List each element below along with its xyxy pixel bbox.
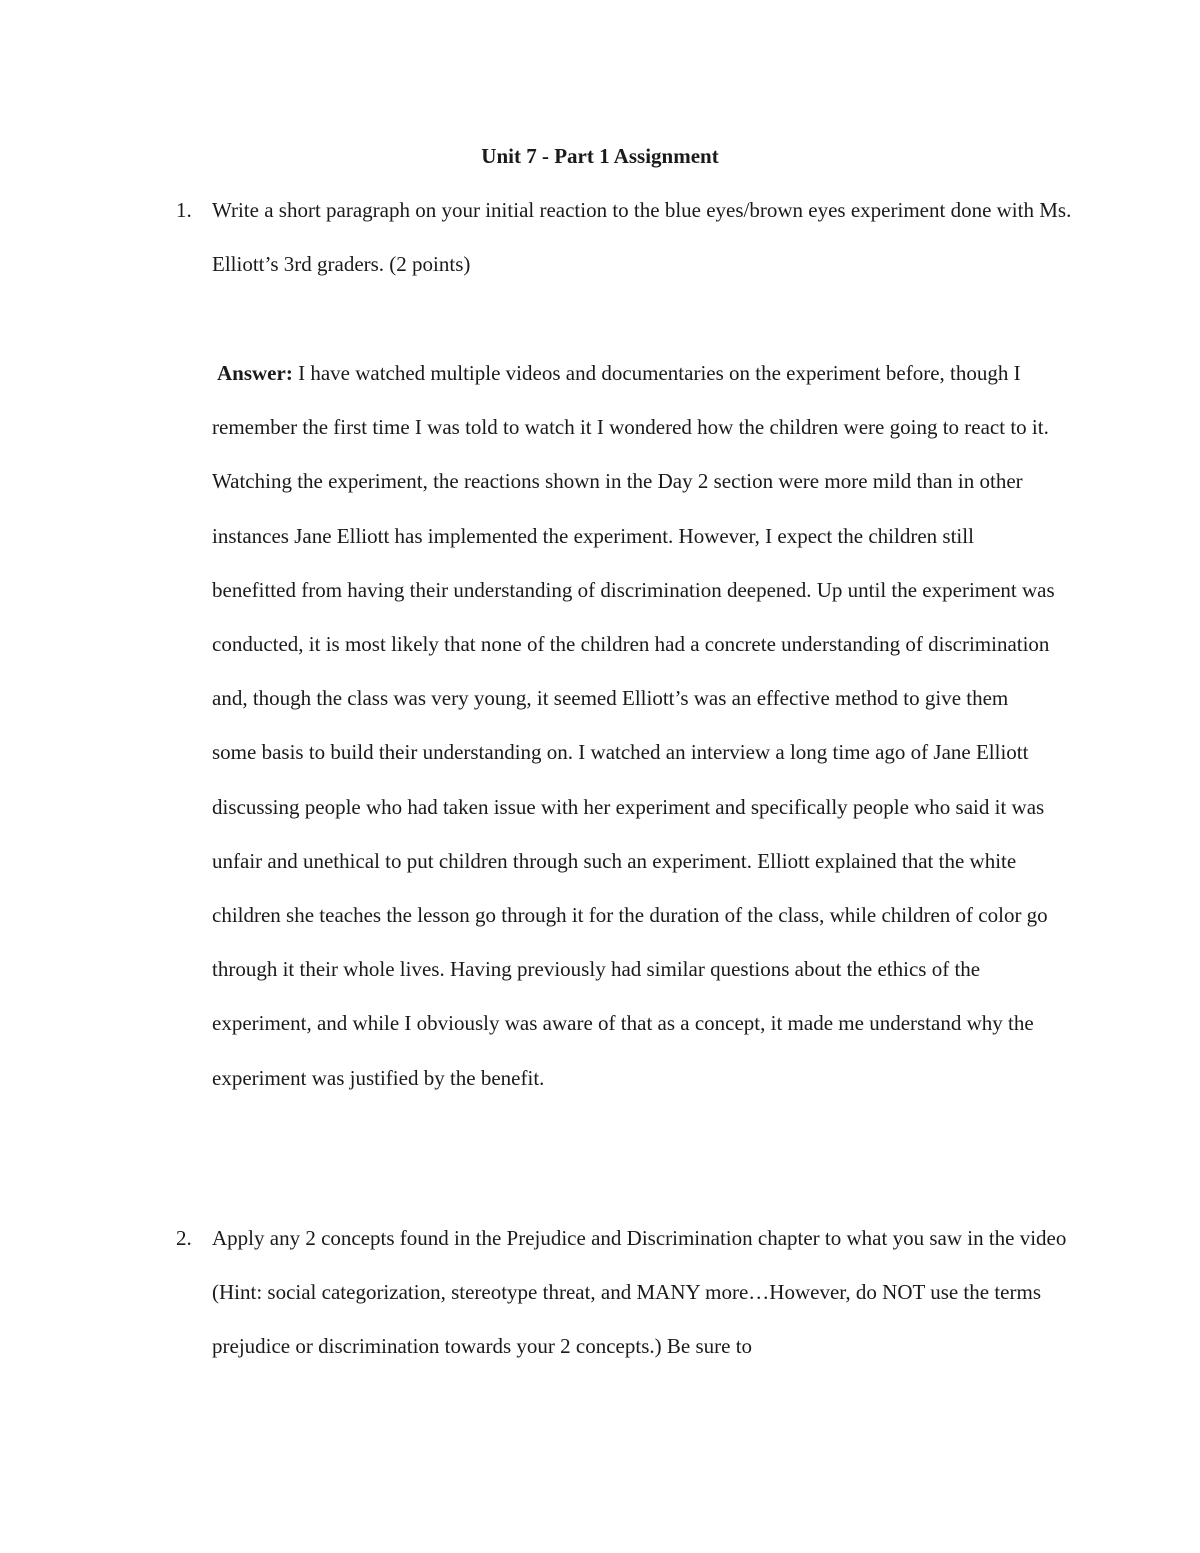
question-1-text: Write a short paragraph on your initial reaction to the blue eyes/brown eyes experiment done with Ms. Elliott’s 3rd graders. (2 points) [212, 198, 1072, 277]
answer-text: I have watched multiple videos and documentaries on the experiment before, though I remember the first time I was told to watch it I wondered how the children were going to react to it. Watching the experiment, the reactions shown in the Day 2 section were more mild than in other instances Jane Elliott has implemented the experiment. However, I expect the children still benefitted from having their understanding of discrimination deepened. Up until the experiment was conducted, it is most likely that none of the children had a concrete understanding of discrimination and, though the class was very young, it seemed Elliott’s was an effective method to give them some basis to build their understanding on. I watched an interview a long time ago of Jane Elliott discussing people who had taken issue with her experiment and specifically people who said it was unfair and unethical to put children through such an experiment. Elliott explained that the white children she teaches the lesson go through it for the duration of the class, while children of color go through it their whole lives. Having previously had similar questions about the ethics of the experiment, and while I obviously was aware of that as a concept, it made me understand why the experiment was justified by the benefit. [212, 361, 1055, 1090]
question-2-number: 2. [176, 1226, 192, 1250]
answer-label: Answer: [217, 361, 293, 385]
document-title: Unit 7 - Part 1 Assignment [481, 144, 719, 168]
question-2-text: Apply any 2 concepts found in the Prejudice and Discrimination chapter to what you saw in the video (Hint: social categorization, stereotype threat, and MANY more…However, do NOT use the terms prejudice or discrimination towards your 2 concepts.) Be sure to [212, 1226, 1067, 1359]
answer-paragraph [212, 346, 1057, 1105]
question-1-number: 1. [176, 198, 192, 222]
